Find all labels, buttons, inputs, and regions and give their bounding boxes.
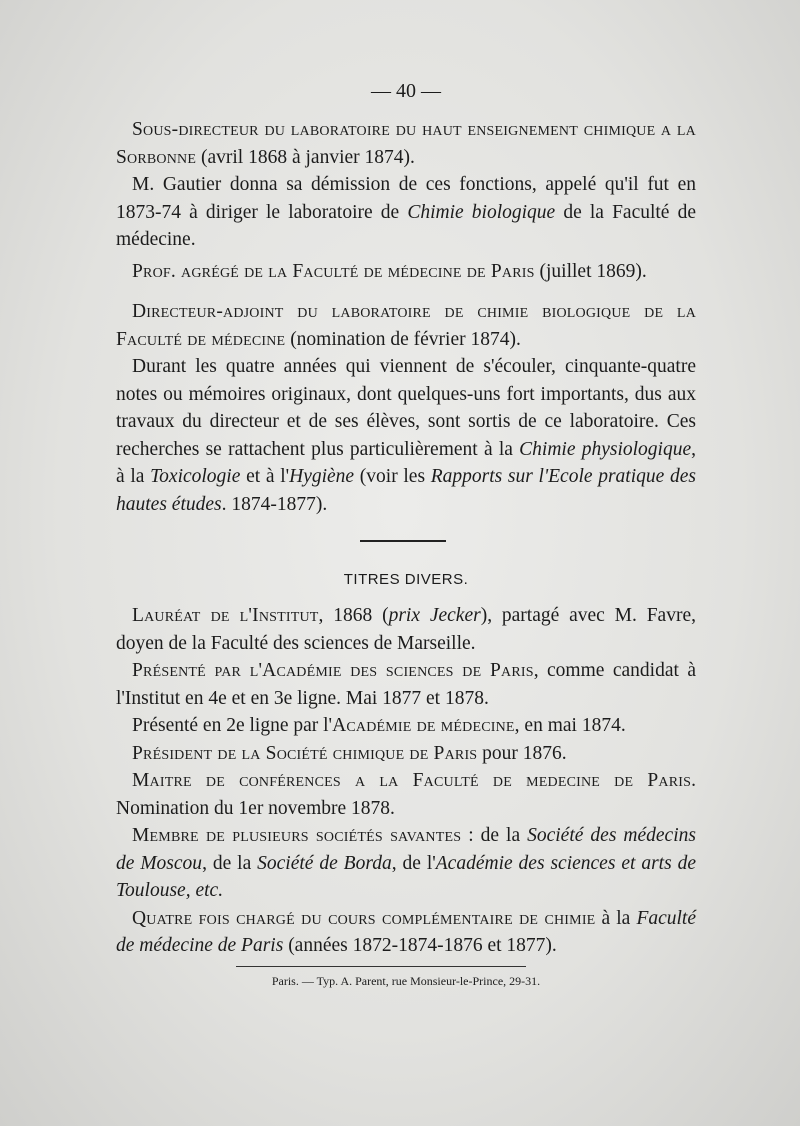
- heading-text: Lauréat de l'Institut: [132, 605, 319, 626]
- heading-text: Présenté par l'Académie des sciences de Paris: [132, 660, 534, 681]
- heading-text: Académie de médecine: [332, 715, 515, 736]
- text: (voir les: [354, 466, 431, 487]
- heading-text: Directeur-adjoint du laboratoire de chimie biologique de la Faculté de médecine: [116, 301, 696, 350]
- text: à la: [595, 907, 637, 929]
- heading-tail: (nomination de février 1874).: [285, 328, 521, 350]
- titres-divers-list: [116, 602, 696, 960]
- text: , en mai 1874.: [514, 715, 626, 736]
- heading-text: Quatre fois chargé du cours complémentaire de chimie: [132, 907, 596, 929]
- text: Durant les quatre années qui viennent de s'écouler, cinquante-quatre notes ou mémoires originaux, dont quelques-uns fort importants, dus aux travaux du directeur et de ses élèves, sont sortis de ce laboratoire. Ces recherches se rattachent plus particulièrement à la: [116, 356, 696, 460]
- italic-text: Chimie biologique: [407, 201, 556, 223]
- divider-rule: [360, 540, 446, 542]
- text: . 1874-1877).: [221, 493, 328, 515]
- page-number: — 40 —: [371, 80, 441, 102]
- italic-text: Toxicologie: [150, 466, 241, 487]
- heading-text: Maitre de conférences a la Faculté de medecine de Paris: [132, 770, 692, 791]
- list-item: [116, 905, 696, 960]
- text: (années 1872-1874-1876 et 1877).: [283, 935, 557, 956]
- section-prof-agrege: [116, 258, 696, 286]
- text: , 1868 (: [318, 605, 389, 626]
- text: , à la: [116, 438, 697, 487]
- italic-text: Académie des sciences et arts de Toulouse, etc.: [116, 852, 696, 901]
- list-item: [116, 740, 696, 768]
- footer-rule: [236, 966, 526, 967]
- list-item: [116, 767, 696, 822]
- list-item: [116, 712, 696, 740]
- heading-text: Président de la Société chimique de Paris: [132, 742, 478, 764]
- heading-text: Membre de plusieurs sociétés savantes: [132, 825, 462, 846]
- heading-tail: (juillet 1869).: [534, 261, 647, 282]
- heading-text: a la Sorbonne: [116, 119, 696, 168]
- section-heading: [116, 116, 696, 171]
- text: ), partagé avec M. Favre, doyen de la Faculté des sciences de Marseille.: [116, 605, 696, 654]
- section-heading: [116, 298, 696, 353]
- heading-text: Sous-directeur du laboratoire du haut enseignement chimique: [132, 119, 656, 140]
- text: : de la: [461, 825, 528, 846]
- section-heading: [116, 258, 696, 286]
- text: pour 1876.: [477, 742, 567, 764]
- paragraph: [116, 171, 696, 254]
- italic-text: Société de Borda: [257, 852, 392, 874]
- text: , de l': [391, 852, 436, 874]
- heading-text: Prof. agrégé de la Faculté de médecine de Paris: [132, 261, 535, 282]
- text: et à l': [240, 466, 290, 487]
- italic-text: Société des médecins de Moscou: [116, 825, 696, 874]
- paragraph: [116, 353, 696, 518]
- italic-text: Faculté de médecine de Paris: [116, 907, 696, 956]
- text: . Nomination du 1er novembre 1878.: [116, 770, 696, 819]
- text: de la Faculté de médecine.: [116, 201, 696, 250]
- list-item: [116, 657, 696, 712]
- text: , de la: [202, 852, 258, 874]
- italic-text: Hygiène: [289, 466, 355, 487]
- section-sous-directeur: [116, 116, 696, 254]
- section-directeur-adjoint: [116, 298, 696, 518]
- printer-footer: Paris. — Typ. A. Parent, rue Monsieur-le-Prince, 29-31.: [271, 974, 541, 988]
- list-item: [116, 602, 696, 657]
- italic-text: prix Jecker: [388, 605, 481, 626]
- list-item: [116, 822, 696, 905]
- italic-text: Rapports sur l'Ecole pratique des hautes études: [116, 466, 696, 515]
- text: M. Gautier donna sa démission de ces fonctions, appelé qu'il fut en 1873-74 à diriger le laboratoire de: [116, 174, 696, 223]
- text: Présenté en 2e ligne par l': [132, 715, 333, 736]
- section-title: TITRES DIVERS.: [343, 571, 469, 588]
- heading-tail: (avril 1868 à janvier 1874).: [196, 146, 415, 168]
- text: , comme candidat à l'Institut en 4e et en 3e ligne. Mai 1877 et 1878.: [116, 660, 696, 709]
- italic-text: Chimie physiologique: [519, 438, 692, 460]
